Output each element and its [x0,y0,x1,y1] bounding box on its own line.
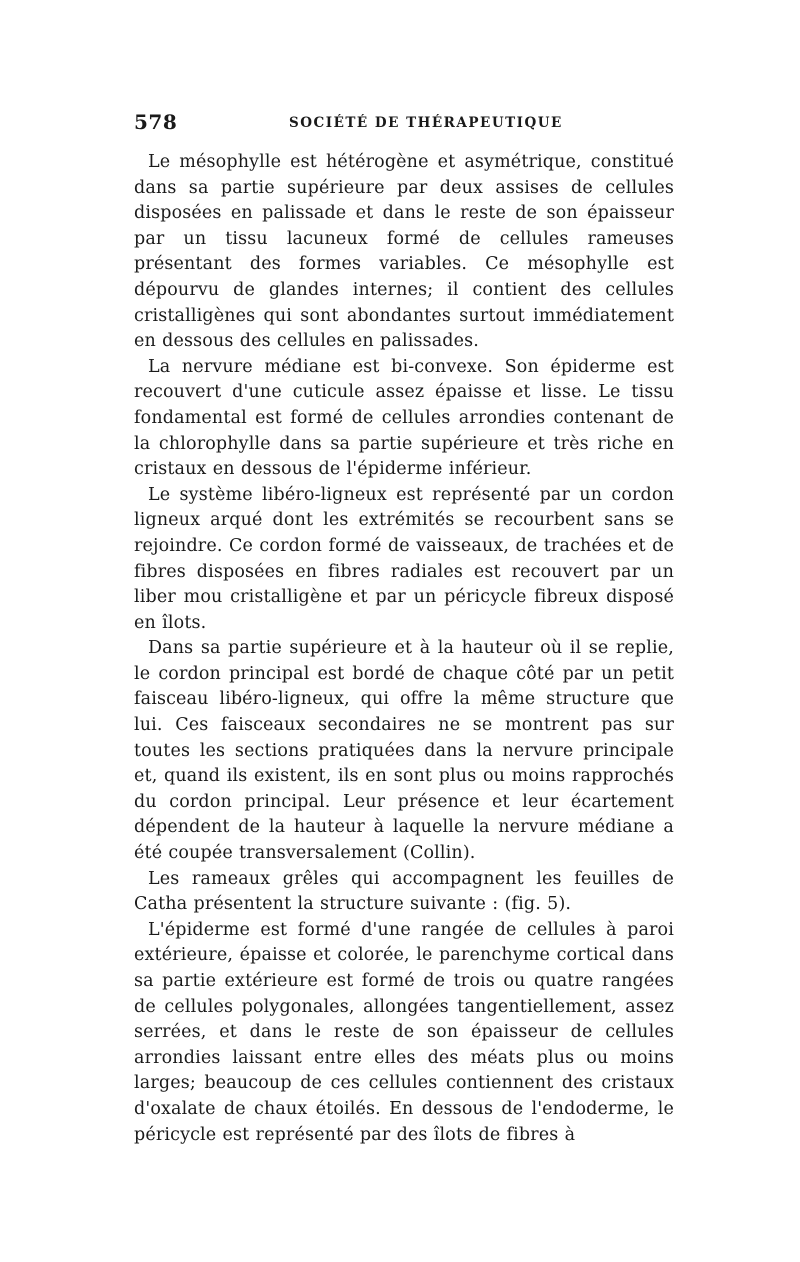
paragraph-partie-superieure: Dans sa partie supérieure et à la hauteur où il se replie, le cordon principal est bordé de chaque côté par un petit faisceau libéro-ligneux, qui offre la même structure que lui. Ces faisceaux secondaires ne se montrent pas sur toutes les sections pratiquées dans la nervure principale et, quand ils existent, ils en sont plus ou moins rapprochés du cordon principal. Leur présence et leur écartement dépendent de la hauteur à laquelle la nervure médiane a été coupée transversalement (Collin). [134,638,674,864]
page-number: 578 [134,110,178,134]
paragraph-systeme-libero-ligneux: Le système libéro-ligneux est représenté par un cordon ligneux arqué dont les extrémités se recourbent sans se rejoindre. Ce cordon formé de vaisseaux, de trachées et de fibres disposées en fibres radiales est recouvert par un liber mou cristalligène et par un péricycle fibreux disposé en îlots. [134,484,674,633]
paragraph-epiderme: L'épiderme est formé d'une rangée de cellules à paroi extérieure, épaisse et colorée, le parenchyme cortical dans sa partie extérieure est formé de trois ou quatre rangées de cellules polygonales, allongées tangentiellement, assez serrées, et dans le reste de son épaisseur de cellules arrondies laissant entre elles des méats plus ou moins larges; beaucoup de ces cellules contiennent des cristaux d'oxalate de chaux étoilés. En dessous de l'endoderme, le péricycle est représenté par des îlots de fibres à [134,919,674,1145]
running-header [134,110,674,140]
paragraph-mesophylle: Le mésophylle est hétérogène et asymétrique, constitué dans sa partie supérieure par deux assises de cellules disposées en palissade et dans le reste de son épaisseur par un tissu lacuneux formé de cellules rameuses présentant des formes variables. Ce mésophylle est dépourvu de glandes internes; il contient des cellules cristalligènes qui sont abondantes surtout immédiatement en dessous des cellules en palissades. [134,152,674,352]
paragraph-nervure-mediane: La nervure médiane est bi-convexe. Son épiderme est recouvert d'une cuticule assez épaisse et lisse. Le tissu fondamental est formé de cellules arrondies contenant de la chlorophylle dans sa partie supérieure et très riche en cristaux en dessous de l'épiderme inférieur. [134,356,674,480]
book-page [134,110,674,1148]
body-text [134,150,674,1148]
paragraph-rameaux-greles: Les rameaux grêles qui accompagnent les feuilles de Catha présentent la structure suivante : (fig. 5). [134,868,674,915]
journal-title: SOCIÉTÉ DE THÉRAPEUTIQUE [289,115,563,131]
